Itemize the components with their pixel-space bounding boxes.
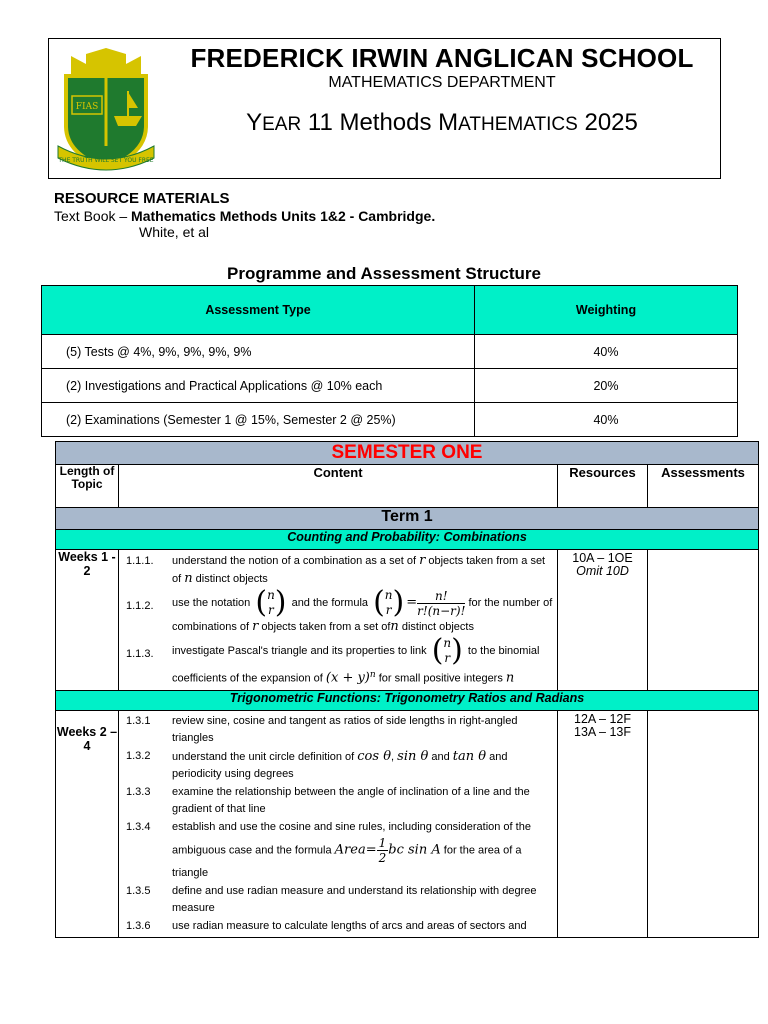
course-title: YEAR 11 Methods MATHEMATICS 2025 — [246, 109, 638, 136]
content-cell — [119, 550, 558, 691]
department-name: MATHEMATICS DEPARTMENT — [328, 74, 556, 91]
resources-header: Resources — [558, 465, 648, 508]
header-box — [48, 38, 721, 179]
weighting-header: Weighting — [475, 286, 738, 335]
table-row — [56, 710, 759, 938]
assessments-cell — [648, 710, 759, 938]
resource-heading: RESOURCE MATERIALS — [54, 190, 230, 207]
school-name: FREDERICK IRWIN ANGLICAN SCHOOL — [190, 43, 694, 73]
list-item: 1.3.3 examine the relationship between the angle of inclination of a line and the gradient of that line — [126, 785, 530, 816]
list-item: 1.3.5 define and use radian measure and understand its relationship with degree measure — [126, 884, 537, 915]
textbook-line: Text Book – Mathematics Methods Units 1&2 - Cambridge. — [54, 208, 436, 224]
table-row — [56, 550, 759, 691]
school-crest-icon — [56, 46, 156, 172]
weighting-cell: 20% — [475, 369, 738, 403]
length-header: Length of Topic — [56, 465, 119, 508]
resources-cell: 10A – 1OE Omit 10D — [558, 550, 648, 691]
crest-motto: THE TRUTH WILL SET YOU FREE — [58, 157, 154, 164]
weighting-cell: 40% — [475, 335, 738, 369]
weighting-cell: 40% — [475, 403, 738, 437]
crest-initials: FIAS — [75, 102, 99, 112]
topic-heading: Counting and Probability: Combinations — [56, 530, 759, 550]
topic-heading: Trigonometric Functions: Trigonometry Ratios and Radians — [56, 690, 759, 710]
assessment-type-header: Assessment Type — [42, 286, 475, 335]
list-item: 1.1.2. use the notation ( n r ) and the formula ( n r ) = $\frac{n!}{r!(n-r)!}$ for the number of combinations of r objects taken from a set ofn distinct objects — [126, 585, 553, 634]
term-heading: Term 1 — [56, 508, 759, 530]
list-item: 1.3.4 establish and use the cosine and sine rules, including consideration of the ambiguous case and the formula Area= $\frac{1}{2}$ bc sin A for the area of a triangle — [126, 820, 531, 880]
weeks-cell: Weeks 2 – 4 — [56, 710, 119, 938]
list-item: 1.1.1. understand the notion of a combination as a set of r objects taken from a set of n distinct objects — [126, 553, 546, 586]
assessment-type-cell: (2) Investigations and Practical Applications @ 10% each — [42, 369, 475, 403]
assessment-type-cell: (2) Examinations (Semester 1 @ 15%, Semester 2 @ 25%) — [42, 403, 475, 437]
list-item: 1.1.3. investigate Pascal's triangle and its properties to link ( n r ) to the binomial coefficients of the expansion of $(x + y)^n$ for small positive integers n — [126, 633, 540, 686]
list-item: 1.3.2 understand the unit circle definition of cos θ, sin θ and tan θ and periodicity using degrees — [126, 748, 508, 781]
resources-cell: 12A – 12F 13A – 13F — [558, 710, 648, 938]
table-row — [42, 335, 738, 369]
content-header: Content — [119, 465, 558, 508]
assessment-table — [41, 285, 738, 437]
list-item: 1.3.6 use radian measure to calculate lengths of arcs and areas of sectors and — [126, 919, 527, 932]
assessments-header: Assessments — [648, 465, 759, 508]
semester-heading: SEMESTER ONE — [56, 442, 759, 465]
programme-table — [55, 441, 759, 938]
assessment-type-cell: (5) Tests @ 4%, 9%, 9%, 9%, 9% — [42, 335, 475, 369]
weeks-cell: Weeks 1 - 2 — [56, 550, 119, 691]
table-row — [42, 403, 738, 437]
programme-title: Programme and Assessment Structure — [227, 264, 541, 283]
table-row — [42, 369, 738, 403]
list-item: 1.3.1 review sine, cosine and tangent as ratios of side lengths in right-angled triangles — [126, 714, 518, 745]
assessments-cell — [648, 550, 759, 691]
textbook-authors: White, et al — [139, 224, 210, 240]
content-cell — [119, 710, 558, 938]
